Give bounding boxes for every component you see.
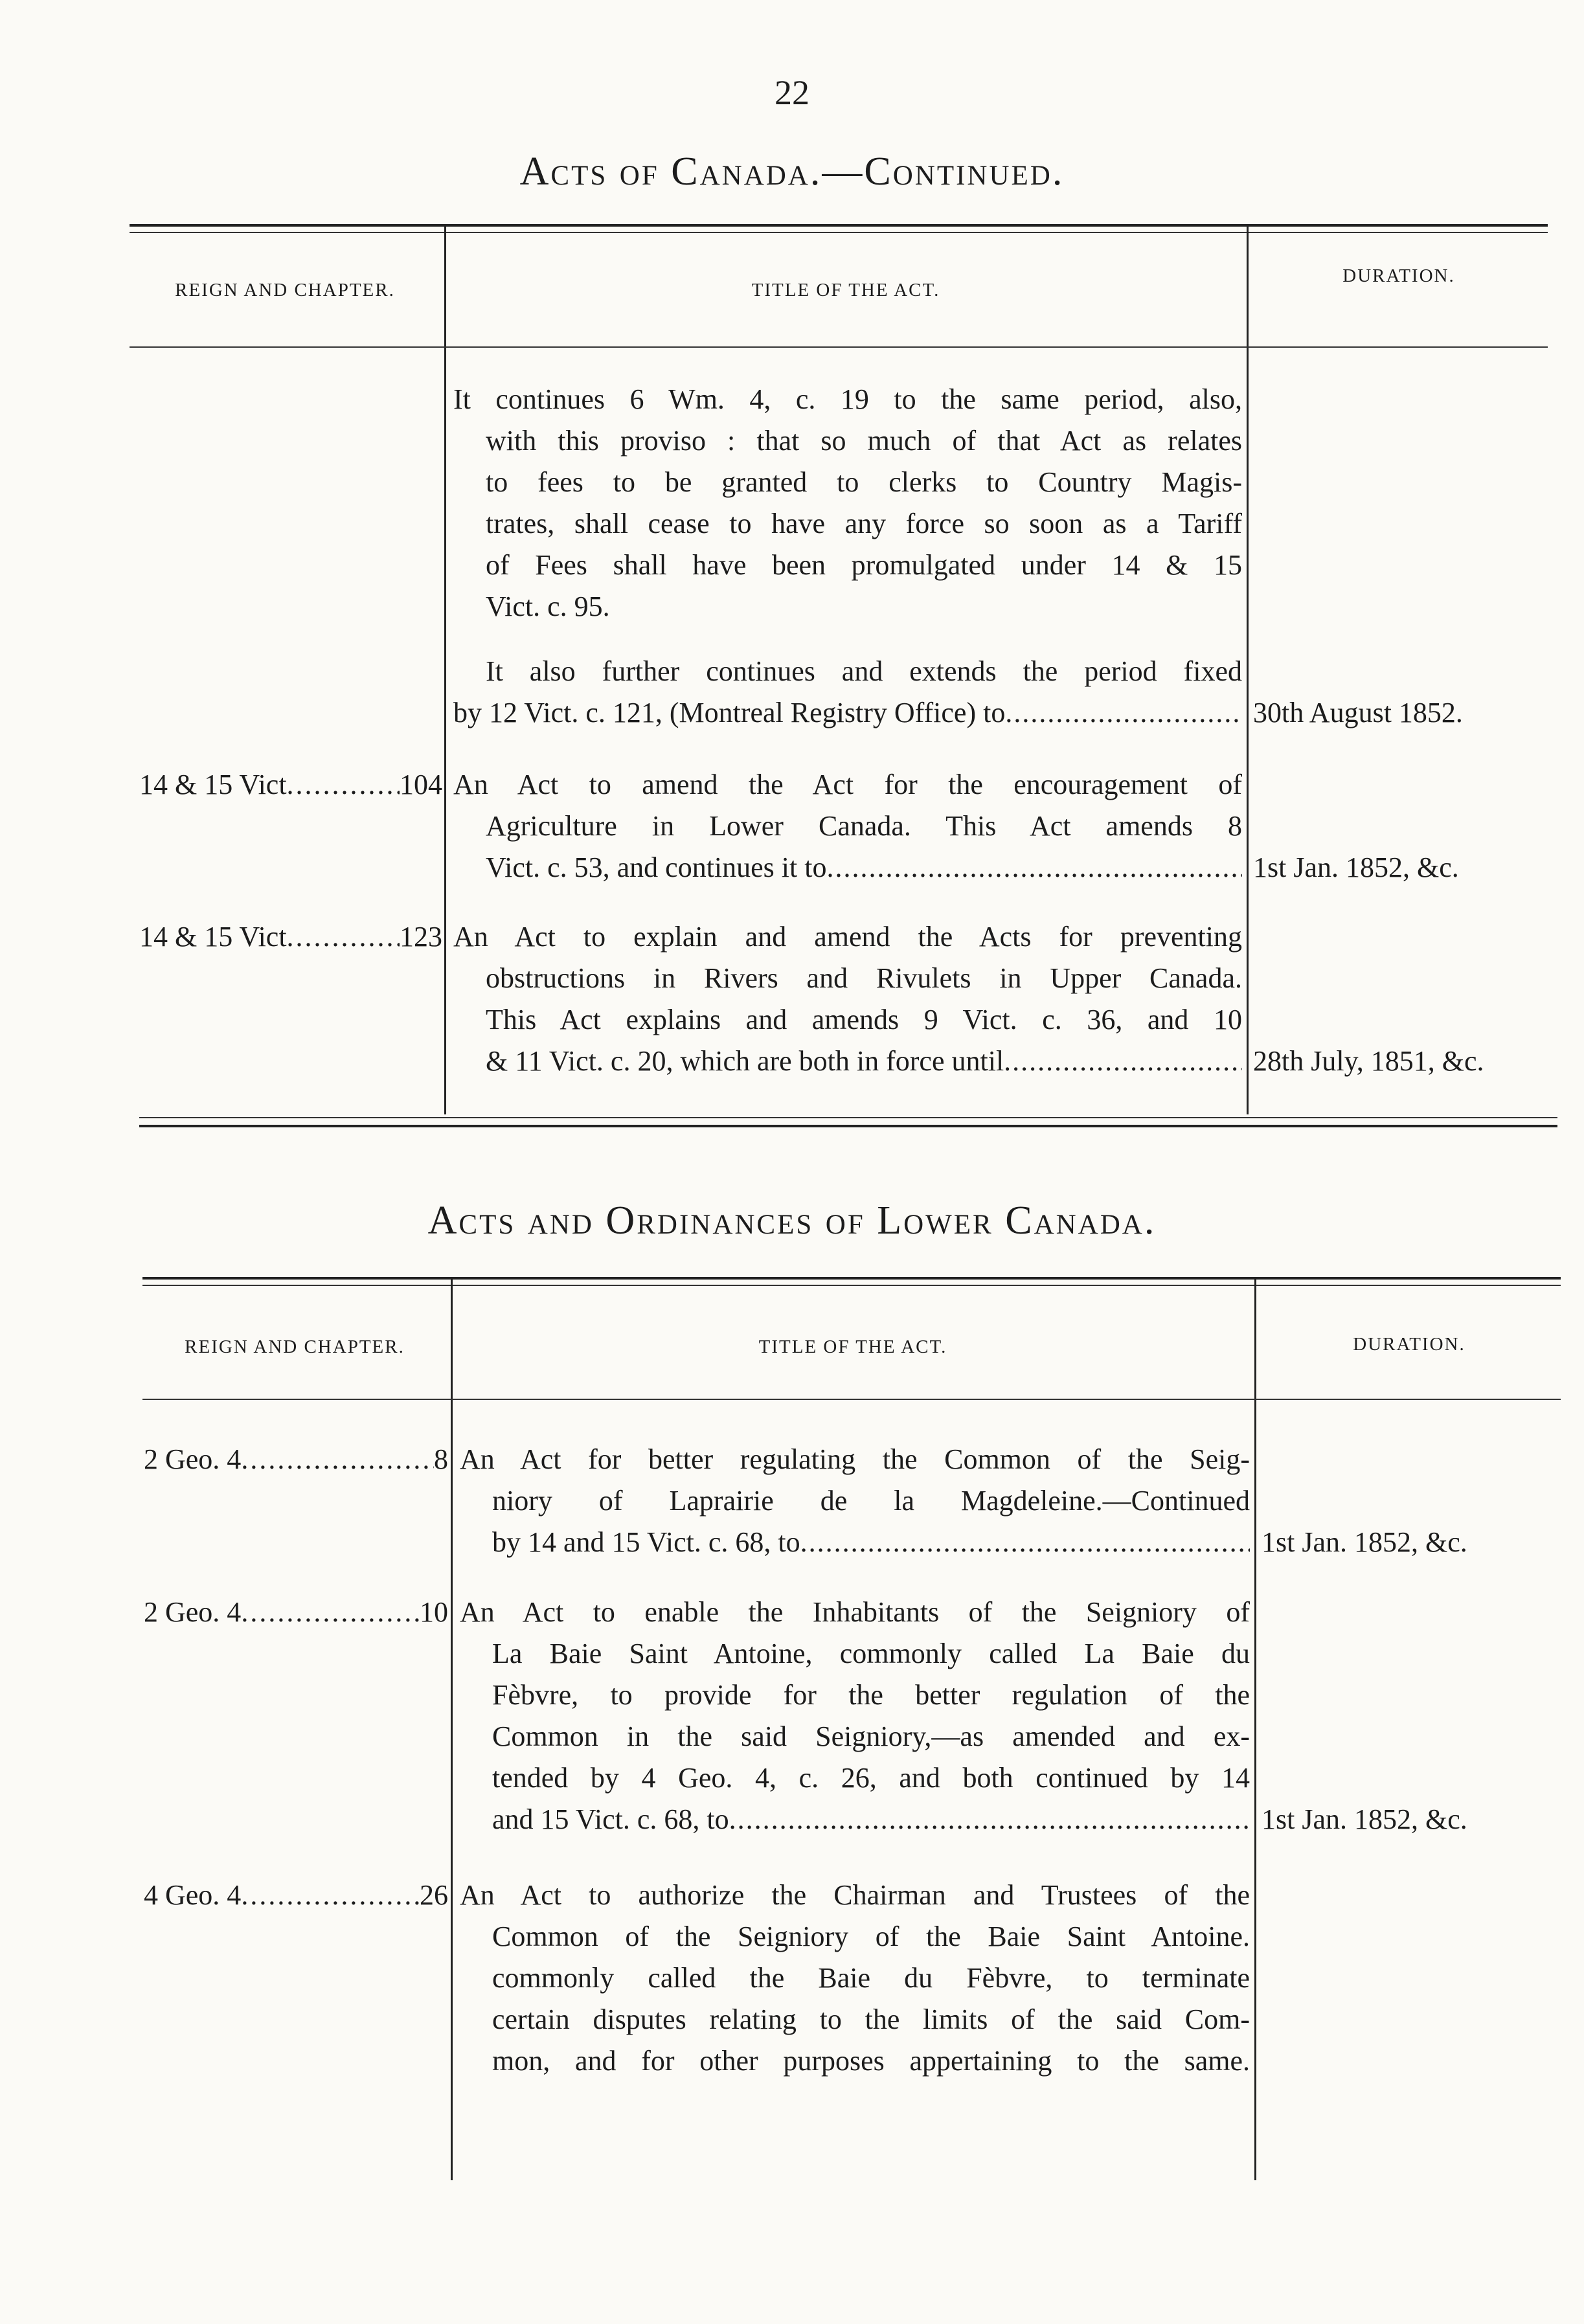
table1-row-2-title: [453, 764, 1242, 888]
table1-row-0-title: [453, 379, 1242, 627]
table1-row-3-duration: 28th July, 1851, &c.: [1253, 1045, 1484, 1077]
table2-top-rule-thin: [142, 1285, 1561, 1286]
table2-row-2-title: [460, 1875, 1250, 2082]
title-line: An Act to authorize the Chairman and Trustees of the: [460, 1879, 1250, 1911]
table1-col-reign: REIGN AND CHAPTER.: [175, 280, 395, 300]
title-line: This Act explains and amends 9 Vict. c. 36, and 10: [486, 1004, 1242, 1035]
reign-text: 14 & 15 Vict: [139, 769, 287, 800]
table2-heading: Acts and Ordinances of Lower Canada.: [427, 1199, 1157, 1243]
leader-dots: [287, 764, 400, 806]
table2-col-duration: DURATION.: [1353, 1334, 1465, 1355]
table1-row-3-title: [453, 916, 1242, 1082]
leader-dots: [241, 1875, 420, 1916]
table1-top-rule: [130, 224, 1548, 227]
table1-col-duration: DURATION.: [1342, 265, 1455, 286]
title-line: trates, shall cease to have any force so soon as a Tariff: [486, 508, 1242, 539]
table1-top-rule-thin: [130, 232, 1548, 233]
chapter-number: 10: [420, 1596, 448, 1628]
title-line: Fèbvre, to provide for the better regulation of the: [492, 1679, 1250, 1711]
title-line: An Act for better regulating the Common of the Seig-: [460, 1443, 1250, 1475]
reign-text: 14 & 15 Vict: [139, 921, 287, 953]
leader-dots: [287, 916, 400, 958]
title-line: obstructions in Rivers and Rivulets in Upper Canada.: [486, 962, 1242, 994]
chapter-number: 8: [434, 1443, 448, 1475]
table2-col-divider-2: [1254, 1277, 1256, 2180]
table2-col-title: TITLE OF THE ACT.: [758, 1337, 947, 1357]
table1-header-rule: [130, 346, 1548, 348]
table1-row-2-duration: 1st Jan. 1852, &c.: [1253, 852, 1459, 883]
title-line: with this proviso : that so much of that Act as relates: [486, 425, 1242, 457]
title-line: Common in the said Seigniory,—as amended and ex-: [492, 1720, 1250, 1752]
title-line: of Fees shall have been promulgated under 14 & 15: [486, 549, 1242, 581]
leader-dots: [826, 847, 1242, 888]
table2-col-reign: REIGN AND CHAPTER.: [185, 1337, 405, 1357]
title-line: It also further continues and extends the period fixed: [486, 655, 1242, 687]
title-line: Agriculture in Lower Canada. This Act amends 8: [486, 810, 1242, 842]
chapter-number: 123: [400, 921, 442, 953]
page-number: 22: [775, 73, 809, 112]
table1-row-3-reign: [139, 916, 442, 958]
reign-text: 2 Geo. 4: [144, 1443, 242, 1475]
leader-dots: [1005, 692, 1242, 734]
title-line: Vict. c. 95.: [486, 591, 610, 622]
title-line: La Baie Saint Antoine, commonly called La Baie du: [492, 1638, 1250, 1669]
leader-dots: [1004, 1041, 1242, 1082]
table2-row-2-reign: [144, 1875, 448, 1916]
chapter-number: 26: [420, 1879, 448, 1911]
table2-row-1-duration: 1st Jan. 1852, &c.: [1262, 1803, 1467, 1835]
title-line: An Act to amend the Act for the encouragement of: [453, 769, 1242, 800]
title-line: Common of the Seigniory of the Baie Saint Antoine.: [492, 1921, 1250, 1952]
table1-col-divider-1: [444, 224, 446, 1114]
chapter-number: 104: [400, 769, 442, 800]
title-line: Vict. c. 53, and continues it to: [486, 852, 827, 883]
title-line: mon, and for other purposes appertaining to the same.: [492, 2045, 1250, 2077]
table2-row-0-duration: 1st Jan. 1852, &c.: [1262, 1526, 1467, 1558]
title-line: and 15 Vict. c. 68, to: [492, 1803, 729, 1835]
table2-row-1-title: [460, 1592, 1250, 1840]
reign-text: 4 Geo. 4: [144, 1879, 242, 1911]
table2-header-rule: [142, 1399, 1561, 1400]
title-line: An Act to explain and amend the Acts for preventing: [453, 921, 1242, 953]
title-line: It continues 6 Wm. 4, c. 19 to the same period, also,: [453, 383, 1242, 415]
table1-bottom-rule: [139, 1125, 1557, 1127]
table1-row-2-reign: [139, 764, 442, 806]
table2-row-0-reign: [144, 1439, 448, 1480]
title-line: commonly called the Baie du Fèbvre, to terminate: [492, 1962, 1250, 1994]
leader-dots: [241, 1439, 434, 1480]
table2-top-rule: [142, 1277, 1561, 1280]
table1-row-1-title: [453, 651, 1242, 734]
title-line: An Act to enable the Inhabitants of the Seigniory of: [460, 1596, 1250, 1628]
table1-bottom-rule-thin: [139, 1117, 1557, 1118]
table1-row-1-duration: 30th August 1852.: [1253, 697, 1463, 728]
title-line: to fees to be granted to clerks to Country Magis-: [486, 466, 1242, 498]
table1-heading: Acts of Canada.—Continued.: [519, 150, 1065, 194]
leader-dots: [241, 1592, 420, 1633]
table1-col-title: TITLE OF THE ACT.: [751, 280, 940, 300]
title-line: by 14 and 15 Vict. c. 68, to: [492, 1526, 800, 1558]
leader-dots: [800, 1522, 1250, 1563]
table1-col-divider-2: [1247, 224, 1249, 1114]
title-line: & 11 Vict. c. 20, which are both in force until: [486, 1045, 1004, 1077]
table2-row-1-reign: [144, 1592, 448, 1633]
reign-text: 2 Geo. 4: [144, 1596, 242, 1628]
table2-row-0-title: [460, 1439, 1250, 1563]
table2-col-divider-1: [451, 1277, 453, 2180]
title-line: niory of Laprairie de la Magdeleine.—Continued: [492, 1485, 1250, 1517]
title-line: by 12 Vict. c. 121, (Montreal Registry Office) to: [453, 697, 1006, 728]
leader-dots: [729, 1799, 1250, 1840]
title-line: tended by 4 Geo. 4, c. 26, and both continued by 14: [492, 1762, 1250, 1794]
title-line: certain disputes relating to the limits of the said Com-: [492, 2003, 1250, 2035]
